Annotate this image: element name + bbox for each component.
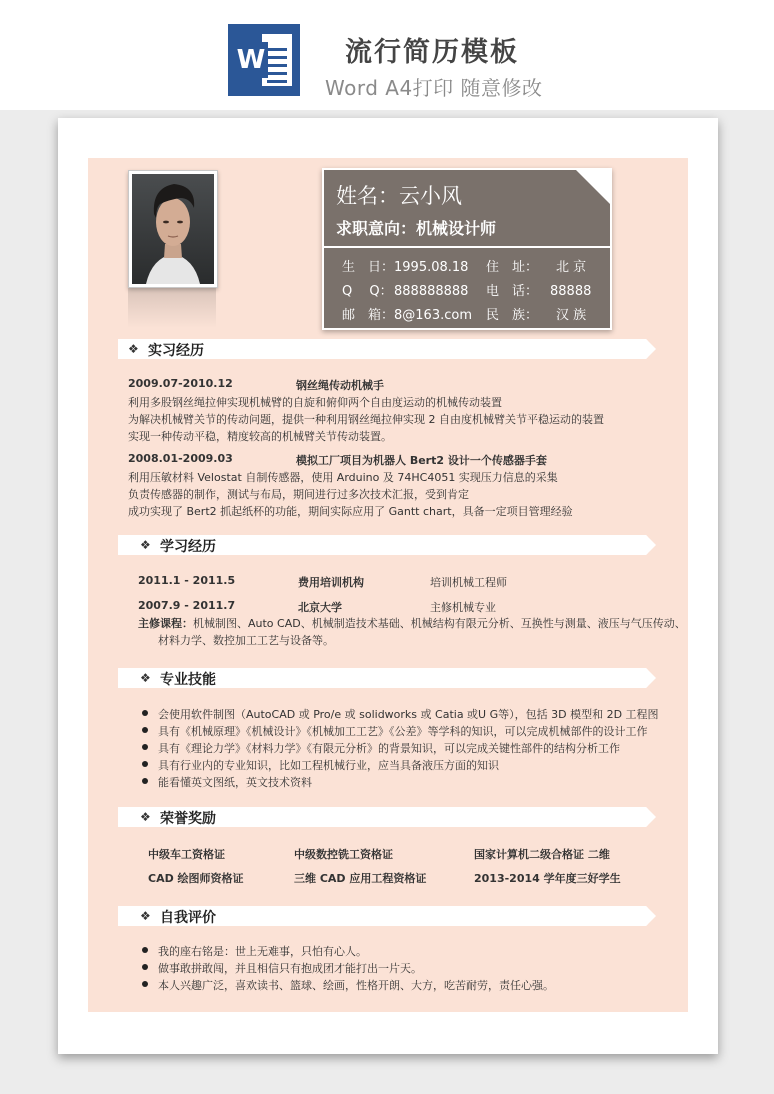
email-label: 邮 箱： [342,308,395,323]
birthday-label: 生 日： [342,260,395,275]
skill-item: 具有《机械原理》《机械设计》《机械加工工艺》《公差》等学科的知识，可以完成机械部件的设计工作 [158,725,648,738]
internship-line: 负责传感器的制作，测试与布局，期间进行过多次技术汇报，受到肯定 [128,488,469,501]
page-fold-decoration [574,168,612,206]
page-subtitle: Word A4打印 随意修改 [325,76,543,100]
courses-line-2: 材料力学、数控加工工艺与设备等。 [158,634,334,647]
profile-row-1 [342,256,586,275]
bullet-icon [142,744,148,750]
bullet-icon [142,727,148,733]
bullet-icon [142,964,148,970]
diamond-icon: ❖ [128,342,139,356]
section-title: 自我评价 [160,910,216,926]
ethnicity-label: 民 族： [486,308,539,323]
header-banner [0,0,774,110]
internship-line: 为解决机械臂关节的传动问题，提供一种利用钢丝绳拉伸实现 2 自由度机械臂关节平稳运动的装置 [128,413,604,426]
birthday-value: 1995.08.18 [394,260,469,275]
phone-label: 电 话： [486,284,539,299]
self-eval-item: 我的座右铭是：世上无难事，只怕有心人。 [158,945,367,958]
skill-item: 能看懂英文图纸，英文技术资料 [158,776,312,789]
courses-label: 主修课程： [138,617,193,630]
bullet-icon [142,981,148,987]
internship-line: 成功实现了 Bert2 抓起纸杯的功能，期间实际应用了 Gantt chart，具备一定项目管理经验 [128,505,573,518]
award-item: 中级数控铣工资格证 [294,848,393,861]
education-major: 培训机械工程师 [430,576,507,589]
profile-divider [324,246,610,248]
skill-item: 会使用软件制图（AutoCAD 或 Pro/e 或 solidworks 或 Catia 或U G等），包括 3D 模型和 2D 工程图 [158,708,659,721]
internship-line: 实现一种传动平稳，精度较高的机械臂关节传动装置。 [128,430,392,443]
qq-value: 888888888 [394,284,469,299]
avatar [128,170,218,288]
award-item: 中级车工资格证 [148,848,225,861]
section-title: 学习经历 [160,539,216,555]
word-letter: W [234,42,268,78]
internship-role: 模拟工厂项目为机器人 Bert2 设计一个传感器手套 [296,454,547,467]
section-title: 实习经历 [148,343,204,359]
page-title: 流行简历模板 [345,37,519,68]
address-label: 住 址： [486,260,539,275]
education-date: 2007.9 - 2011.7 [138,599,236,612]
profile-row-2 [342,280,591,299]
email-value: 8@163.com [394,308,472,323]
education-major: 主修机械专业 [430,601,496,614]
bullet-icon [142,947,148,953]
self-eval-item: 本人兴趣广泛，喜欢读书、篮球、绘画，性格开朗、大方，吃苦耐劳，责任心强。 [158,979,554,992]
education-date: 2011.1 - 2011.5 [138,574,236,587]
skill-item: 具有行业内的专业知识，比如工程机械行业，应当具备液压方面的知识 [158,759,499,772]
section-header-awards [118,807,656,827]
award-item: 国家计算机二级合格证 二维 [474,848,610,861]
internship-date: 2009.07-2010.12 [128,377,233,390]
ethnicity-value: 汉 族 [556,308,587,323]
internship-role: 钢丝绳传动机械手 [296,379,384,392]
profile-row-3 [342,304,586,323]
bullet-icon [142,778,148,784]
award-item: 三维 CAD 应用工程资格证 [294,872,427,885]
internship-date: 2008.01-2009.03 [128,452,233,465]
section-title: 荣誉奖励 [160,811,216,827]
profile-name: 姓名：云小风 [336,184,462,208]
bullet-icon [142,710,148,716]
word-icon [228,24,300,96]
bullet-icon [142,761,148,767]
diamond-icon: ❖ [140,671,151,685]
section-title: 专业技能 [160,672,216,688]
education-school: 费用培训机构 [298,576,364,589]
qq-label: Q Q： [342,284,393,299]
diamond-icon: ❖ [140,538,151,552]
skill-item: 具有《理论力学》《材料力学》《有限元分析》的背景知识，可以完成关键性部件的结构分析工作 [158,742,620,755]
award-item: 2013-2014 学年度三好学生 [474,872,621,885]
courses-text: 机械制图、Auto CAD、机械制造技术基础、机械结构有限元分析、互换性与测量、液压与气压传动、 [193,617,686,630]
education-school: 北京大学 [298,601,342,614]
avatar-reflection [128,288,216,328]
section-header-education [118,535,656,555]
address-value: 北 京 [556,260,587,275]
diamond-icon: ❖ [140,909,151,923]
internship-line: 利用压敏材料 Velostat 自制传感器，使用 Arduino 及 74HC4051 实现压力信息的采集 [128,471,558,484]
diamond-icon: ❖ [140,810,151,824]
phone-value: 88888 [550,284,592,299]
self-eval-item: 做事敢拼敢闯，并且相信只有抱成团才能打出一片天。 [158,962,422,975]
profile-card [322,168,612,330]
profile-objective: 求职意向：机械设计师 [336,219,497,238]
section-header-self-evaluation [118,906,656,926]
award-item: CAD 绘图师资格证 [148,872,244,885]
internship-line: 利用多股钢丝绳拉伸实现机械臂的自旋和俯仰两个自由度运动的机械传动装置 [128,396,502,409]
courses-line [138,615,686,631]
section-header-internship [118,339,656,359]
section-header-skills [118,668,656,688]
